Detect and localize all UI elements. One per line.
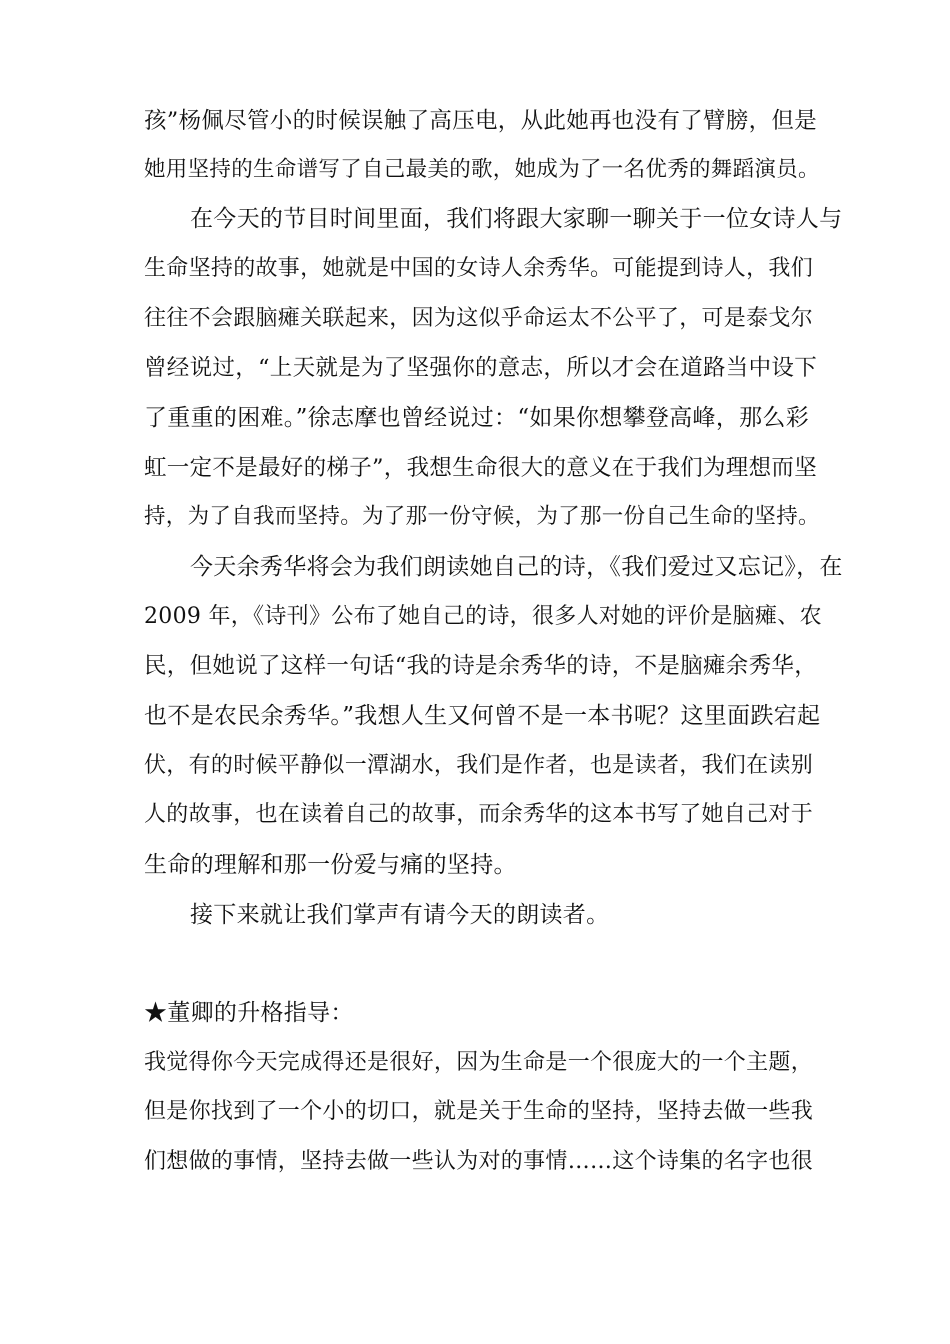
paragraph-first-line: 接下来就让我们掌声有请今天的朗读者。: [190, 902, 610, 928]
paragraph-first-line: 在今天的节目时间里面，我们将跟大家聊一聊关于一位女诗人与: [190, 206, 843, 232]
text-line: 民，但她说了这样一句话“我的诗是余秀华的诗，不是脑瘫余秀华，: [144, 653, 818, 679]
text-line: 人的故事，也在读着自己的故事，而余秀华的这本书写了她自己对于: [144, 802, 814, 827]
text-line: 们想做的事情，坚持去做一些认为对的事情……这个诗集的名字也很: [144, 1149, 814, 1174]
text-line: 持，为了自我而坚持。为了那一份守候，为了那一份自己生命的坚持。: [144, 504, 820, 529]
text-line: 我觉得你今天完成得还是很好，因为生命是一个很庞大的一个主题，: [144, 1050, 814, 1075]
text-line: 伏，有的时候平静似一潭湖水，我们是作者，也是读者，我们在读别: [144, 753, 814, 778]
text-line: 曾经说过，“上天就是为了坚强你的意志，所以才会在道路当中设下: [144, 355, 818, 381]
text-line: 了重重的困难。”徐志摩也曾经说过：“如果你想攀登高峰，那么彩: [144, 405, 810, 431]
text-line: 孩”杨佩尽管小的时候误触了高压电，从此她再也没有了臂膀，但是: [144, 108, 818, 134]
paragraph-first-line: 今天余秀华将会为我们朗读她自己的诗，《我们爱过又忘记》，在: [190, 554, 843, 580]
text-line: 生命坚持的故事，她就是中国的女诗人余秀华。可能提到诗人，我们: [144, 256, 814, 281]
text-line: 2009 年，《诗刊》公布了她自己的诗，很多人对她的评价是脑瘫、农: [144, 604, 822, 629]
section-heading: ★董卿的升格指导：: [144, 1000, 354, 1026]
text-line: 但是你找到了一个小的切口，就是关于生命的坚持，坚持去做一些我: [144, 1099, 814, 1124]
text-line: 虹一定不是最好的梯子”，我想生命很大的意义在于我们为理想而坚: [144, 455, 818, 481]
text-line: 也不是农民余秀华。”我想人生又何曾不是一本书呢？这里面跌宕起: [144, 703, 821, 729]
text-line: 往往不会跟脑瘫关联起来，因为这似乎命运太不公平了，可是泰戈尔: [144, 306, 814, 331]
text-line: 生命的理解和那一份爱与痛的坚持。: [144, 852, 517, 878]
text-line: 她用坚持的生命谱写了自己最美的歌，她成为了一名优秀的舞蹈演员。: [144, 157, 820, 182]
